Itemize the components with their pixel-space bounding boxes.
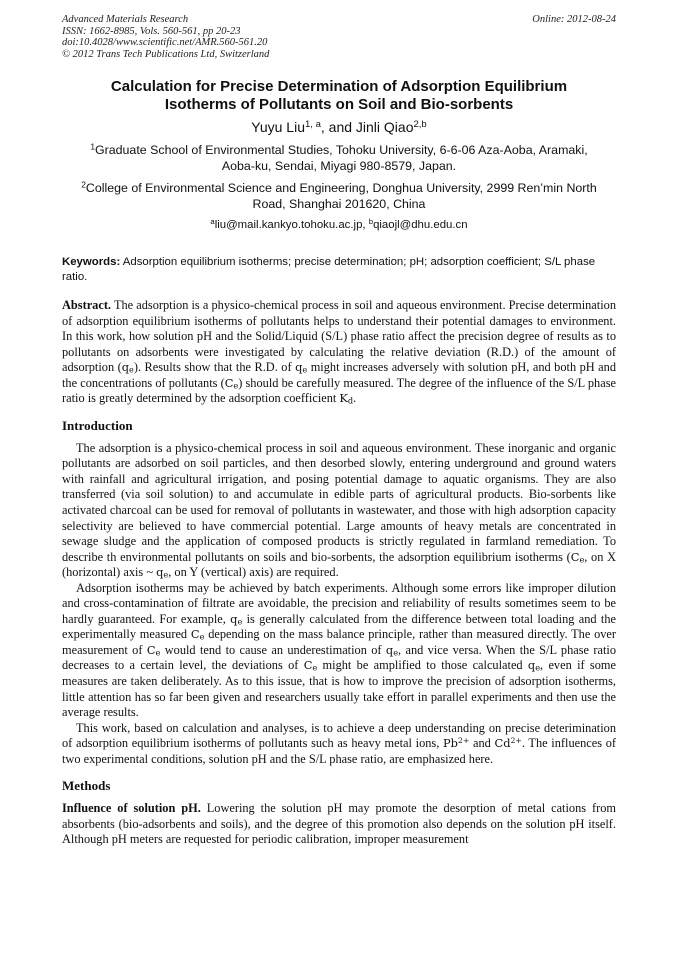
keywords (62, 255, 616, 285)
affiliation-2-mark: 2 (81, 179, 86, 190)
affiliation-2 (62, 180, 616, 212)
copyright-line: © 2012 Trans Tech Publications Ltd, Switzerland (62, 48, 270, 60)
symbol-qe: $q_e$ (385, 642, 399, 658)
symbol-qe: $q_e$ (156, 565, 169, 580)
intro-paragraph-2: Adsorption isotherms may be achieved by batch experiments. Although some errors like improper dilution and cross-contamination of filtrate are avoidable, the precision and reliability of results sometimes seem to be hardly guaranteed. For example, $q_e$ is generally calculated from the difference between total loading and the experimentally measured $C_e$ depending on the mass balance principle, rather than measured directly. The over measurement of $C_e$ would tend to cause an underestimation of $q_e$, and vice versa. When the S/L phase ratio decreases to a certain level, the deviations of $C_e$ might be amplified to those calculated $q_e$, even if some measures are taken deliberately. As to this issue, that is how to improve the precision of adsorption isotherms, little attention has so far been given and researchers usually take effort in parallel experiments and then use the average results. (62, 580, 617, 720)
author-1-mark: 1, a (305, 118, 321, 130)
abstract-text: might increases adversely with solution pH, and both pH and the concentrations of pollutants ( (62, 360, 616, 390)
introduction-section (62, 441, 616, 767)
affiliation-1-line-1: Graduate School of Environmental Studies, Tohoku University, 6-6-06 Aza-Aoba, Aramaki, (95, 143, 588, 157)
symbol-qe: $q_e$ (527, 658, 541, 674)
journal-header (62, 14, 616, 60)
email-a: liu@mail.kankyo.tohoku.ac.jp, (214, 219, 369, 231)
email-line (62, 218, 616, 233)
abstract-text: . (353, 391, 357, 406)
abstract-text: ) should be carefully measured. The degree of the influence of the S/L phase ratio is greatly determined by the adsorption coefficient (62, 375, 616, 406)
keywords-label: Keywords: (62, 256, 121, 268)
methods-heading: Methods (62, 778, 111, 794)
methods-subheading: Influence of solution pH. (62, 801, 201, 816)
symbol-pb: $Pb^{2+}$ (443, 735, 470, 751)
abstract-text: ). Results show that the R.D. of (133, 360, 296, 375)
affiliation-2-line-1: College of Environmental Science and Engineering, Donghua University, 2999 Ren’min North (85, 181, 597, 195)
symbol-qe: $q_e$ (230, 611, 243, 627)
affiliation-1-mark: 1 (90, 141, 95, 152)
journal-name: Advanced Materials Research (62, 14, 189, 25)
online-date: Online: 2012-08-24 (532, 14, 616, 25)
author-2-mark: 2,b (413, 118, 427, 130)
symbol-ce: $C_e$ (570, 549, 585, 565)
symbol-ce: $C_e$ (224, 375, 239, 391)
intro-paragraph-1: The adsorption is a physico-chemical process in soil and aqueous environment. These inorganic and organic pollutants are adsorbed on soil particles, and then desorbed slowly, entering underground and ground waters with rainfall and agricultural irrigation, and posing potential damage to aquatic organisms. They are also transferred (via soil solution) to and accumulate in edible parts of agricultural products. Bio-sorbents like activated charcoal can be used for removal of pollutants in wastewater, and those with high adsorption capacity selectivity are believed to have commercial potential. Large amounts of heavy metals are concentrated in sewage sludge and the application of composed products is strictly regulated in farmland remediation. To describe th environmental pollutants on soils and bio-sorbents, the adsorption equilibrium isotherms ($C_e$, on X (horizontal) axis ~ $q_e$, on Y (vertical) axis) are required. (62, 440, 616, 580)
symbol-ce: $C_e$ (303, 658, 318, 674)
affiliation-2-line-2: Road, Shanghai 201620, China (252, 197, 426, 211)
title-line-1: Calculation for Precise Determination of Adsorption Equilibrium (110, 78, 568, 95)
abstract-label: Abstract. (62, 298, 112, 312)
symbol-qe: $q_e$ (295, 360, 308, 375)
keywords-text: Adsorption equilibrium isotherms; precise determination; pH; adsorption coefficient; S/L phase ratio. (62, 256, 596, 283)
symbol-qe: $q_e$ (121, 360, 134, 375)
introduction-heading: Introduction (62, 417, 133, 433)
author-list (62, 118, 616, 136)
email-b: qiaojl@dhu.edu.cn (373, 219, 468, 231)
email-b-mark: b (368, 216, 374, 226)
abstract-text: The adsorption is a physico-chemical process in soil and aqueous environment. Precise determination of adsorption equilibrium isotherms of pollutants helps to understand their potential damages to environment. In this work, how solution pH and the Solid/Liquid (S/L) phase ratio affect the precision degree of results as to pollutants on adsorbents were investigated by calculating the relative deviation (R.D.) of the amount of adsorption ( (62, 298, 616, 375)
title-line-2: Isotherms of Pollutants on Soil and Bio-sorbents (164, 96, 514, 113)
methods-paragraph-1: Influence of solution pH. Lowering the solution pH may promote the desorption of metal cations from absorbents (bio-adsorbents and soils), and the degree of this promotion also depends on the solution pH itself. Although pH meters are requested for periodic calibration, improper measurement (62, 801, 616, 847)
affiliation-1-line-2: Aoba-ku, Sendai, Miyagi 980-8579, Japan. (221, 159, 457, 173)
email-a-mark: a (210, 216, 215, 226)
paper-title (62, 78, 616, 114)
intro-paragraph-3: This work, based on calculation and analyses, is to achieve a deep understanding on precise deterimination of adsorption equilibrium isotherms of pollutants such as heavy metal ions, $Pb^{2+}$ and $Cd^{2+}$. The influences of two experimental conditions, solution pH and the S/L phase ratio, are emphasized here. (62, 720, 616, 766)
doi-line: doi:10.4028/www.scientific.net/AMR.560-561.20 (62, 37, 268, 48)
author-1: Yuyu Liu (251, 119, 305, 135)
affiliation-1 (62, 142, 616, 174)
author-2: , and Jinli Qiao (320, 119, 414, 135)
symbol-ce: $C_e$ (146, 642, 161, 658)
methods-section (62, 801, 616, 848)
symbol-ce: $C_e$ (190, 627, 205, 643)
issn-line: ISSN: 1662-8985, Vols. 560-561, pp 20-23 (62, 25, 241, 37)
abstract (62, 298, 616, 407)
symbol-cd: $Cd^{2+}$ (494, 735, 522, 751)
symbol-kd: $K_d$ (339, 391, 354, 406)
